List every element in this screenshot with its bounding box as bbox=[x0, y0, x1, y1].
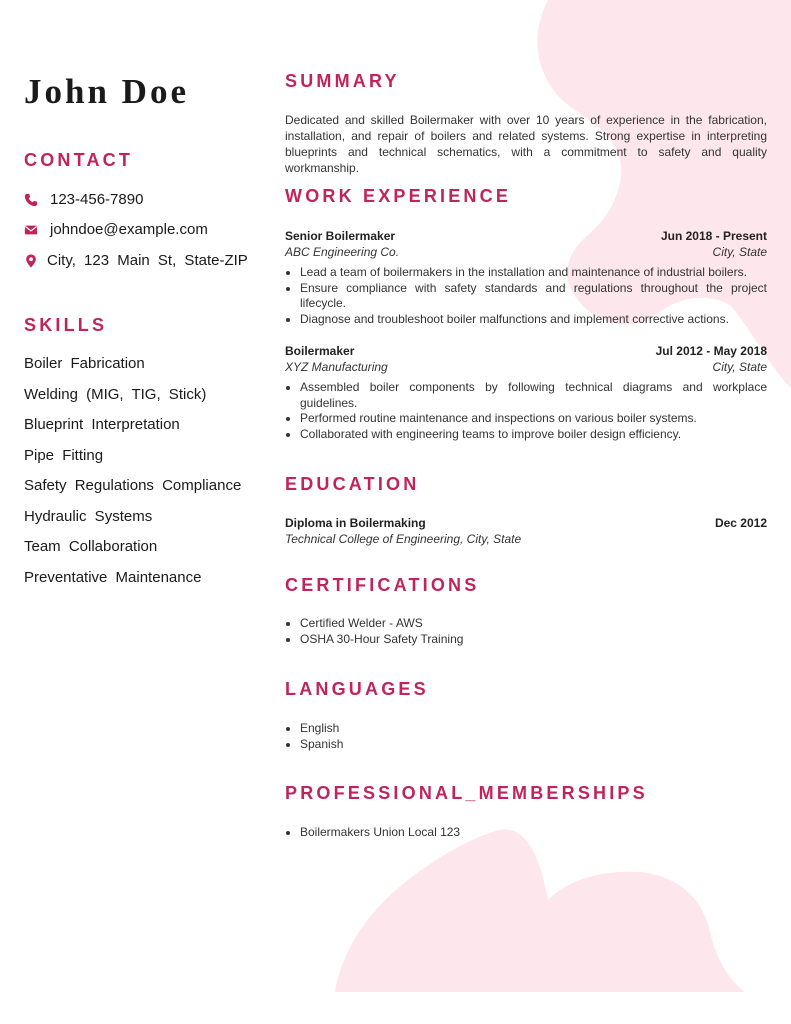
memberships-list bbox=[285, 824, 782, 840]
contact-phone bbox=[24, 191, 143, 208]
job-role: Boilermaker bbox=[285, 344, 355, 358]
education-school: Technical College of Engineering, City, State bbox=[285, 532, 522, 546]
education-entry bbox=[285, 515, 767, 547]
job-bullet: • Performed routine maintenance and inspections on various boiler systems. bbox=[300, 411, 767, 427]
skill-item: Boiler Fabrication bbox=[24, 355, 145, 372]
job-dates: Jun 2018 - Present bbox=[660, 229, 767, 243]
skill-item: Welding (MIG, TIG, Stick) bbox=[24, 386, 207, 403]
job-role: Senior Boilermaker bbox=[285, 229, 396, 243]
job-entry bbox=[285, 228, 767, 327]
summary-heading: SUMMARY bbox=[285, 71, 400, 91]
job-bullet: • Diagnose and troubleshoot boiler malfunctions and implement corrective actions. bbox=[300, 312, 767, 328]
education-degree: Diploma in Boilermaking bbox=[285, 516, 426, 530]
contact-address-text: City, 123 Main St, State-ZIP bbox=[47, 252, 248, 269]
job-bullets bbox=[285, 380, 767, 442]
job-bullet: • Collaborated with engineering teams to improve boiler design efficiency. bbox=[300, 427, 767, 443]
contact-phone-text: 123-456-7890 bbox=[50, 191, 144, 208]
top-right-blob bbox=[537, 0, 791, 388]
education-date: Dec 2012 bbox=[714, 516, 767, 530]
skill-item: Pipe Fitting bbox=[24, 447, 104, 464]
job-location: City, State bbox=[712, 245, 767, 259]
languages-heading: LANGUAGES bbox=[285, 679, 429, 699]
job-dates: Jul 2012 - May 2018 bbox=[655, 344, 767, 358]
candidate-name: John Doe bbox=[24, 72, 189, 111]
bottom-blob bbox=[335, 829, 745, 992]
skill-item: Safety Regulations Compliance bbox=[24, 477, 242, 494]
education-heading: EDUCATION bbox=[285, 474, 420, 494]
contact-heading: CONTACT bbox=[24, 150, 134, 170]
work-experience-heading: WORK EXPERIENCE bbox=[285, 186, 512, 206]
certifications-list bbox=[285, 615, 782, 647]
certification-item: • OSHA 30-Hour Safety Training bbox=[300, 631, 782, 647]
skill-item: Team Collaboration bbox=[24, 538, 158, 555]
language-item: • Spanish bbox=[300, 736, 782, 752]
skill-item: Preventative Maintenance bbox=[24, 569, 202, 586]
job-bullet: • Lead a team of boilermakers in the installation and maintenance of industrial boilers. bbox=[300, 265, 767, 281]
summary-text: Dedicated and skilled Boilermaker with over 10 years of experience in the fabrication, installation, and repair of boilers and related systems. Strong expertise in interpreting blueprints and technical schematics, with a commitment to safety and quality workmanship. bbox=[285, 113, 767, 175]
membership-item: • Boilermakers Union Local 123 bbox=[300, 824, 782, 840]
job-bullet: • Assembled boiler components by following technical diagrams and workplace guidelines. bbox=[300, 380, 767, 411]
certifications-heading: CERTIFICATIONS bbox=[285, 575, 480, 595]
job-bullets bbox=[285, 265, 767, 327]
contact-email-text: johndoe@example.com bbox=[50, 221, 208, 238]
job-company: XYZ Manufacturing bbox=[285, 360, 388, 374]
envelope-icon bbox=[24, 223, 38, 237]
memberships-heading: PROFESSIONAL_MEMBERSHIPS bbox=[285, 783, 648, 803]
job-location: City, State bbox=[712, 360, 767, 374]
skills-heading: SKILLS bbox=[24, 315, 108, 335]
job-entry bbox=[285, 343, 767, 442]
contact-address bbox=[24, 252, 248, 269]
skill-item: Blueprint Interpretation bbox=[24, 416, 180, 433]
contact-email bbox=[24, 221, 208, 238]
job-bullet: • Ensure compliance with safety standards and regulations throughout the project lifecycle. bbox=[300, 281, 767, 312]
skill-item: Hydraulic Systems bbox=[24, 508, 153, 525]
map-pin-icon bbox=[24, 254, 38, 268]
job-company: ABC Engineering Co. bbox=[285, 245, 400, 259]
certification-item: • Certified Welder - AWS bbox=[300, 615, 782, 631]
language-item: • English bbox=[300, 720, 782, 736]
languages-list bbox=[285, 720, 782, 752]
phone-icon bbox=[24, 193, 38, 207]
